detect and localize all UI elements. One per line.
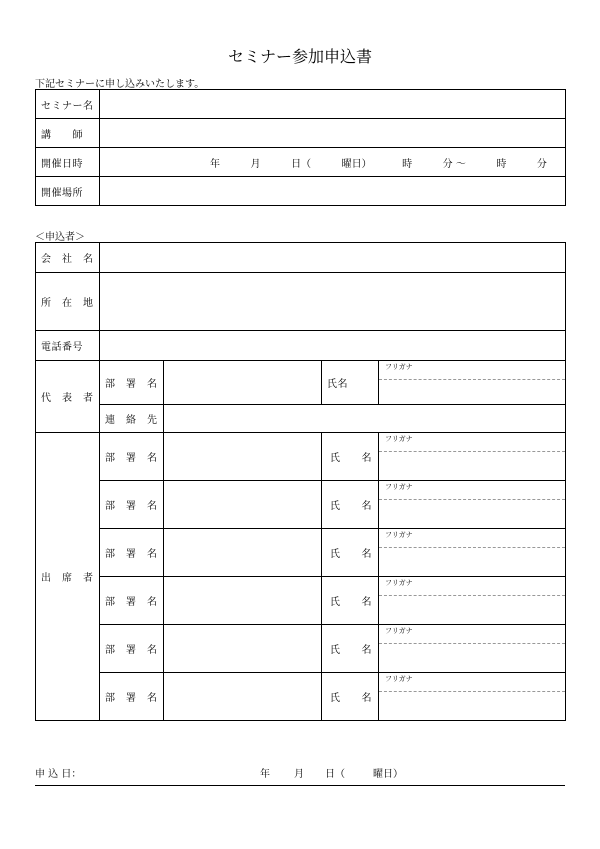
footer-year: 年: [260, 769, 270, 780]
rep-name-field[interactable]: [379, 361, 566, 405]
seminar-name-field[interactable]: [100, 90, 566, 119]
attendee-dept-label: 部 署 名: [100, 673, 164, 721]
attendee-name-label: 氏 名: [322, 481, 379, 529]
footer-weekday: 曜日）: [373, 769, 403, 780]
attendee-furigana: フリガナ: [379, 625, 565, 644]
phone-label: 電話番号: [36, 331, 100, 361]
application-date-line[interactable]: [35, 785, 565, 786]
attendee-name-label: 氏 名: [322, 625, 379, 673]
lecturer-field[interactable]: [100, 119, 566, 148]
attendee-furigana: フリガナ: [379, 529, 565, 548]
dt-minute-start: 分 ～: [442, 158, 466, 170]
attendee-furigana: フリガナ: [379, 673, 565, 692]
attendee-dept-label: 部 署 名: [100, 529, 164, 577]
intro-text: 下記セミナーに申し込みいたします。: [35, 79, 205, 90]
attendee-name-label: 氏 名: [322, 529, 379, 577]
venue-field[interactable]: [100, 177, 566, 206]
attendee-dept-label: 部 署 名: [100, 577, 164, 625]
attendee-furigana: フリガナ: [379, 481, 565, 500]
datetime-field[interactable]: [100, 148, 566, 177]
page-title: セミナー参加申込書: [227, 47, 372, 66]
application-date-row: [35, 765, 565, 780]
seminar-table: [35, 89, 566, 206]
attendee-dept-field[interactable]: [164, 481, 322, 529]
attendee-dept-field[interactable]: [164, 625, 322, 673]
footer-month: 月: [294, 769, 304, 780]
attendee-name-field[interactable]: [379, 673, 566, 721]
rep-contact-field[interactable]: [164, 405, 566, 433]
attendee-name-field[interactable]: [379, 481, 566, 529]
attendee-name-label: 氏 名: [322, 577, 379, 625]
attendee-dept-label: 部 署 名: [100, 481, 164, 529]
dt-hour-end: 時: [496, 158, 507, 170]
attendee-name-field[interactable]: [379, 529, 566, 577]
address-label: 所 在 地: [36, 273, 100, 331]
applicant-section-label: ＜申込者＞: [35, 232, 85, 243]
attendee-name-field[interactable]: [379, 433, 566, 481]
lecturer-label: 講 師: [36, 119, 100, 148]
company-field[interactable]: [100, 243, 566, 273]
attendee-dept-field[interactable]: [164, 673, 322, 721]
attendee-name-label: 氏 名: [322, 673, 379, 721]
address-field[interactable]: [100, 273, 566, 331]
attendee-dept-label: 部 署 名: [100, 433, 164, 481]
dt-hour-start: 時: [402, 158, 413, 170]
rep-furigana: フリガナ: [379, 361, 565, 380]
dt-weekday: 曜日）: [341, 158, 372, 170]
attendee-dept-label: 部 署 名: [100, 625, 164, 673]
application-date-label: 申 込 日：: [35, 769, 82, 780]
dt-year: 年: [210, 158, 220, 170]
company-label: 会 社 名: [36, 243, 100, 273]
dt-month: 月: [250, 158, 261, 170]
attendee-furigana: フリガナ: [379, 433, 565, 452]
representative-label: 代 表 者: [36, 361, 100, 433]
attendee-dept-field[interactable]: [164, 529, 322, 577]
footer-day: 日（: [325, 769, 345, 780]
rep-contact-label: 連 絡 先: [100, 405, 164, 433]
rep-dept-field[interactable]: [164, 361, 322, 405]
datetime-label: 開催日時: [36, 148, 100, 177]
attendee-name-field[interactable]: [379, 625, 566, 673]
attendee-dept-field[interactable]: [164, 577, 322, 625]
attendee-furigana: フリガナ: [379, 577, 565, 596]
rep-name-label: 氏名: [322, 361, 379, 405]
phone-field[interactable]: [100, 331, 566, 361]
applicant-table: [35, 242, 566, 721]
attendee-dept-field[interactable]: [164, 433, 322, 481]
dt-day: 日（: [291, 158, 312, 170]
seminar-name-label: セミナー名: [36, 90, 100, 119]
attendee-name-field[interactable]: [379, 577, 566, 625]
rep-dept-label: 部 署 名: [100, 361, 164, 405]
attendee-name-label: 氏 名: [322, 433, 379, 481]
dt-minute-end: 分: [536, 158, 547, 170]
attendees-label: 出 席 者: [36, 433, 100, 721]
venue-label: 開催場所: [36, 177, 100, 206]
